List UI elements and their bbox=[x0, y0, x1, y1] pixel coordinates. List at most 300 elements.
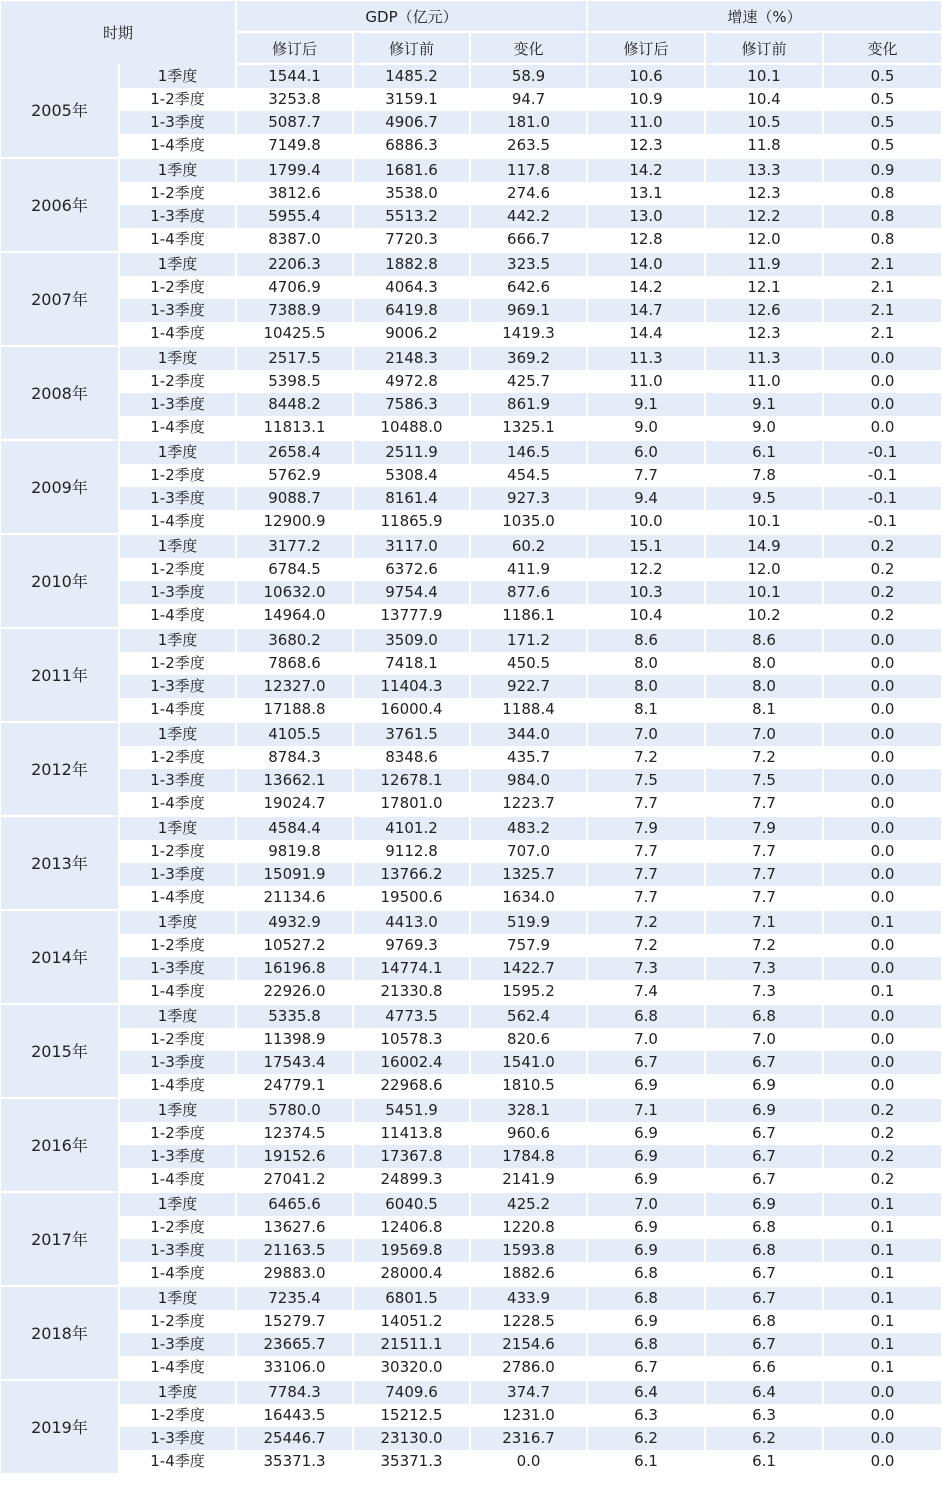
gdp-change-cell: 328.1 bbox=[470, 1098, 587, 1122]
growth-before-cell: 7.0 bbox=[705, 722, 823, 746]
growth-before-cell: 6.9 bbox=[705, 1192, 823, 1216]
growth-revised-cell: 12.8 bbox=[587, 228, 705, 252]
growth-revised-cell: 6.8 bbox=[587, 1262, 705, 1286]
gdp-revised-cell: 11398.9 bbox=[236, 1028, 353, 1051]
growth-change-cell: 0.0 bbox=[823, 792, 941, 816]
growth-before-cell: 7.2 bbox=[705, 746, 823, 769]
gdp-change-cell: 323.5 bbox=[470, 252, 587, 276]
table-row bbox=[1, 1404, 941, 1427]
gdp-revised-header: 修订后 bbox=[236, 32, 353, 64]
gdp-before-cell: 19500.6 bbox=[353, 886, 470, 910]
gdp-before-cell: 16000.4 bbox=[353, 698, 470, 722]
growth-before-cell: 10.5 bbox=[705, 111, 823, 134]
gdp-before-cell: 4101.2 bbox=[353, 816, 470, 840]
quarter-cell: 1季度 bbox=[119, 252, 236, 276]
quarter-cell: 1季度 bbox=[119, 64, 236, 88]
quarter-cell: 1-2季度 bbox=[119, 88, 236, 111]
growth-revised-cell: 12.3 bbox=[587, 134, 705, 158]
growth-change-cell: 0.8 bbox=[823, 228, 941, 252]
table-row bbox=[1, 64, 941, 88]
growth-revised-cell: 6.9 bbox=[587, 1122, 705, 1145]
table-row bbox=[1, 252, 941, 276]
quarter-cell: 1-4季度 bbox=[119, 1356, 236, 1380]
quarter-cell: 1-3季度 bbox=[119, 863, 236, 886]
growth-before-cell: 11.0 bbox=[705, 370, 823, 393]
gdp-before-cell: 9112.8 bbox=[353, 840, 470, 863]
gdp-revised-cell: 4584.4 bbox=[236, 816, 353, 840]
growth-before-cell: 7.7 bbox=[705, 863, 823, 886]
growth-before-cell: 12.3 bbox=[705, 322, 823, 346]
growth-revised-cell: 13.1 bbox=[587, 182, 705, 205]
gdp-change-cell: 483.2 bbox=[470, 816, 587, 840]
gdp-before-cell: 4972.8 bbox=[353, 370, 470, 393]
gdp-before-cell: 13777.9 bbox=[353, 604, 470, 628]
gdp-before-cell: 14774.1 bbox=[353, 957, 470, 980]
gdp-before-cell: 19569.8 bbox=[353, 1239, 470, 1262]
gdp-change-cell: 1035.0 bbox=[470, 510, 587, 534]
growth-revised-cell: 6.9 bbox=[587, 1310, 705, 1333]
growth-before-cell: 7.0 bbox=[705, 1028, 823, 1051]
table-row bbox=[1, 88, 941, 111]
growth-revised-cell: 8.0 bbox=[587, 652, 705, 675]
gdp-revised-cell: 5762.9 bbox=[236, 464, 353, 487]
growth-change-cell: 0.2 bbox=[823, 604, 941, 628]
quarter-cell: 1季度 bbox=[119, 440, 236, 464]
growth-change-cell: 0.0 bbox=[823, 816, 941, 840]
gdp-before-cell: 21511.1 bbox=[353, 1333, 470, 1356]
quarter-cell: 1-2季度 bbox=[119, 370, 236, 393]
gdp-change-cell: 2316.7 bbox=[470, 1427, 587, 1450]
growth-change-cell: 0.1 bbox=[823, 1262, 941, 1286]
gdp-before-cell: 4413.0 bbox=[353, 910, 470, 934]
gdp-before-cell: 6040.5 bbox=[353, 1192, 470, 1216]
table-row bbox=[1, 111, 941, 134]
gdp-change-cell: 1188.4 bbox=[470, 698, 587, 722]
quarter-cell: 1-4季度 bbox=[119, 1168, 236, 1192]
gdp-before-cell: 35371.3 bbox=[353, 1450, 470, 1473]
table-row bbox=[1, 746, 941, 769]
growth-change-cell: 0.0 bbox=[823, 1004, 941, 1028]
gdp-change-cell: 519.9 bbox=[470, 910, 587, 934]
growth-revised-cell: 7.7 bbox=[587, 886, 705, 910]
quarter-cell: 1季度 bbox=[119, 722, 236, 746]
gdp-revised-cell: 1799.4 bbox=[236, 158, 353, 182]
growth-change-cell: 0.0 bbox=[823, 346, 941, 370]
growth-before-cell: 6.7 bbox=[705, 1051, 823, 1074]
growth-change-cell: 0.0 bbox=[823, 746, 941, 769]
quarter-cell: 1-4季度 bbox=[119, 416, 236, 440]
gdp-revised-cell: 33106.0 bbox=[236, 1356, 353, 1380]
table-row bbox=[1, 1239, 941, 1262]
growth-before-cell: 11.8 bbox=[705, 134, 823, 158]
gdp-change-cell: 274.6 bbox=[470, 182, 587, 205]
gdp-revised-cell: 5955.4 bbox=[236, 205, 353, 228]
growth-revised-cell: 11.0 bbox=[587, 111, 705, 134]
table-row bbox=[1, 346, 941, 370]
quarter-cell: 1-2季度 bbox=[119, 840, 236, 863]
growth-revised-cell: 14.7 bbox=[587, 299, 705, 322]
gdp-change-cell: 117.8 bbox=[470, 158, 587, 182]
growth-change-cell: 0.5 bbox=[823, 64, 941, 88]
gdp-before-cell: 30320.0 bbox=[353, 1356, 470, 1380]
gdp-change-cell: 1223.7 bbox=[470, 792, 587, 816]
growth-revised-cell: 7.0 bbox=[587, 1028, 705, 1051]
table-row bbox=[1, 1310, 941, 1333]
table-row bbox=[1, 558, 941, 581]
table-body bbox=[1, 64, 941, 1473]
quarter-cell: 1-3季度 bbox=[119, 1333, 236, 1356]
gdp-revised-cell: 6784.5 bbox=[236, 558, 353, 581]
growth-revised-cell: 11.3 bbox=[587, 346, 705, 370]
growth-change-cell: 0.1 bbox=[823, 980, 941, 1004]
gdp-revised-cell: 5780.0 bbox=[236, 1098, 353, 1122]
growth-change-cell: 2.1 bbox=[823, 299, 941, 322]
table-row bbox=[1, 604, 941, 628]
growth-revised-cell: 6.8 bbox=[587, 1004, 705, 1028]
quarter-cell: 1季度 bbox=[119, 1380, 236, 1404]
growth-before-cell: 6.2 bbox=[705, 1427, 823, 1450]
table-row bbox=[1, 440, 941, 464]
gdp-revised-cell: 19024.7 bbox=[236, 792, 353, 816]
growth-revised-cell: 14.2 bbox=[587, 158, 705, 182]
quarter-cell: 1季度 bbox=[119, 628, 236, 652]
gdp-before-cell: 13766.2 bbox=[353, 863, 470, 886]
gdp-group-header: GDP（亿元） bbox=[236, 1, 587, 32]
gdp-before-cell: 5451.9 bbox=[353, 1098, 470, 1122]
gdp-change-cell: 969.1 bbox=[470, 299, 587, 322]
gdp-before-cell: 11865.9 bbox=[353, 510, 470, 534]
year-cell: 2010年 bbox=[1, 534, 119, 628]
table-row bbox=[1, 205, 941, 228]
table-row bbox=[1, 628, 941, 652]
growth-before-cell: 10.2 bbox=[705, 604, 823, 628]
growth-change-cell: 0.1 bbox=[823, 1356, 941, 1380]
table-row bbox=[1, 698, 941, 722]
table-row bbox=[1, 182, 941, 205]
gdp-revised-cell: 16443.5 bbox=[236, 1404, 353, 1427]
table-row bbox=[1, 1380, 941, 1404]
growth-revised-cell: 6.4 bbox=[587, 1380, 705, 1404]
table-row bbox=[1, 957, 941, 980]
gdp-change-cell: 94.7 bbox=[470, 88, 587, 111]
growth-before-cell: 12.0 bbox=[705, 558, 823, 581]
gdp-before-header: 修订前 bbox=[353, 32, 470, 64]
growth-revised-cell: 10.6 bbox=[587, 64, 705, 88]
year-cell: 2011年 bbox=[1, 628, 119, 722]
gdp-revised-cell: 12327.0 bbox=[236, 675, 353, 698]
table-row bbox=[1, 980, 941, 1004]
quarter-cell: 1-3季度 bbox=[119, 1427, 236, 1450]
growth-change-cell: 0.0 bbox=[823, 370, 941, 393]
year-cell: 2018年 bbox=[1, 1286, 119, 1380]
gdp-change-cell: 344.0 bbox=[470, 722, 587, 746]
quarter-cell: 1-3季度 bbox=[119, 205, 236, 228]
gdp-revised-cell: 7388.9 bbox=[236, 299, 353, 322]
table-row bbox=[1, 1450, 941, 1473]
growth-revised-cell: 9.1 bbox=[587, 393, 705, 416]
quarter-cell: 1-3季度 bbox=[119, 1239, 236, 1262]
table-row bbox=[1, 487, 941, 510]
gdp-before-cell: 8348.6 bbox=[353, 746, 470, 769]
gdp-change-cell: 0.0 bbox=[470, 1450, 587, 1473]
gdp-before-cell: 22968.6 bbox=[353, 1074, 470, 1098]
growth-before-cell: 6.7 bbox=[705, 1122, 823, 1145]
growth-before-cell: 10.4 bbox=[705, 88, 823, 111]
gdp-change-cell: 374.7 bbox=[470, 1380, 587, 1404]
quarter-cell: 1-3季度 bbox=[119, 393, 236, 416]
growth-before-cell: 12.1 bbox=[705, 276, 823, 299]
gdp-revised-cell: 17543.4 bbox=[236, 1051, 353, 1074]
gdp-revised-cell: 5087.7 bbox=[236, 111, 353, 134]
gdp-change-cell: 263.5 bbox=[470, 134, 587, 158]
gdp-revised-cell: 25446.7 bbox=[236, 1427, 353, 1450]
gdp-change-cell: 1810.5 bbox=[470, 1074, 587, 1098]
growth-revised-cell: 7.5 bbox=[587, 769, 705, 792]
table-row bbox=[1, 322, 941, 346]
growth-before-cell: 9.1 bbox=[705, 393, 823, 416]
year-cell: 2013年 bbox=[1, 816, 119, 910]
growth-change-cell: 0.0 bbox=[823, 698, 941, 722]
growth-before-cell: 6.9 bbox=[705, 1098, 823, 1122]
quarter-cell: 1-3季度 bbox=[119, 769, 236, 792]
gdp-before-cell: 7418.1 bbox=[353, 652, 470, 675]
growth-change-cell: 0.0 bbox=[823, 393, 941, 416]
gdp-before-cell: 2148.3 bbox=[353, 346, 470, 370]
growth-change-header: 变化 bbox=[823, 32, 941, 64]
gdp-revised-cell: 7868.6 bbox=[236, 652, 353, 675]
quarter-cell: 1季度 bbox=[119, 910, 236, 934]
growth-revised-cell: 7.7 bbox=[587, 863, 705, 886]
year-cell: 2007年 bbox=[1, 252, 119, 346]
growth-revised-cell: 6.9 bbox=[587, 1145, 705, 1168]
growth-revised-cell: 6.8 bbox=[587, 1333, 705, 1356]
year-cell: 2016年 bbox=[1, 1098, 119, 1192]
growth-before-cell: 6.8 bbox=[705, 1216, 823, 1239]
gdp-change-cell: 562.4 bbox=[470, 1004, 587, 1028]
gdp-revised-cell: 27041.2 bbox=[236, 1168, 353, 1192]
gdp-revised-cell: 15279.7 bbox=[236, 1310, 353, 1333]
gdp-change-cell: 435.7 bbox=[470, 746, 587, 769]
gdp-change-cell: 425.2 bbox=[470, 1192, 587, 1216]
table-row bbox=[1, 1216, 941, 1239]
growth-revised-cell: 6.3 bbox=[587, 1404, 705, 1427]
table-row bbox=[1, 1427, 941, 1450]
gdp-before-cell: 17801.0 bbox=[353, 792, 470, 816]
quarter-cell: 1-2季度 bbox=[119, 934, 236, 957]
growth-revised-cell: 7.7 bbox=[587, 792, 705, 816]
growth-change-cell: 0.8 bbox=[823, 182, 941, 205]
gdp-change-cell: 60.2 bbox=[470, 534, 587, 558]
gdp-change-cell: 1419.3 bbox=[470, 322, 587, 346]
quarter-cell: 1-4季度 bbox=[119, 134, 236, 158]
growth-before-cell: 8.6 bbox=[705, 628, 823, 652]
growth-before-cell: 14.9 bbox=[705, 534, 823, 558]
growth-change-cell: 0.2 bbox=[823, 1145, 941, 1168]
quarter-cell: 1季度 bbox=[119, 1286, 236, 1310]
gdp-change-cell: 1186.1 bbox=[470, 604, 587, 628]
table-row bbox=[1, 910, 941, 934]
table-row bbox=[1, 816, 941, 840]
growth-before-cell: 6.9 bbox=[705, 1074, 823, 1098]
table-row bbox=[1, 510, 941, 534]
gdp-change-cell: 984.0 bbox=[470, 769, 587, 792]
growth-revised-cell: 7.7 bbox=[587, 840, 705, 863]
table-row bbox=[1, 722, 941, 746]
quarter-cell: 1-3季度 bbox=[119, 1051, 236, 1074]
growth-change-cell: 0.1 bbox=[823, 1333, 941, 1356]
quarter-cell: 1-4季度 bbox=[119, 886, 236, 910]
growth-revised-cell: 6.7 bbox=[587, 1051, 705, 1074]
gdp-before-cell: 10578.3 bbox=[353, 1028, 470, 1051]
growth-before-cell: 7.2 bbox=[705, 934, 823, 957]
gdp-change-cell: 58.9 bbox=[470, 64, 587, 88]
year-cell: 2009年 bbox=[1, 440, 119, 534]
growth-change-cell: 0.2 bbox=[823, 534, 941, 558]
gdp-change-header: 变化 bbox=[470, 32, 587, 64]
gdp-before-cell: 3761.5 bbox=[353, 722, 470, 746]
gdp-revised-cell: 12374.5 bbox=[236, 1122, 353, 1145]
table-row bbox=[1, 228, 941, 252]
gdp-change-cell: 450.5 bbox=[470, 652, 587, 675]
gdp-change-cell: 820.6 bbox=[470, 1028, 587, 1051]
year-cell: 2006年 bbox=[1, 158, 119, 252]
growth-before-cell: 6.7 bbox=[705, 1145, 823, 1168]
growth-change-cell: 0.1 bbox=[823, 1310, 941, 1333]
gdp-before-cell: 3159.1 bbox=[353, 88, 470, 111]
growth-before-cell: 6.7 bbox=[705, 1286, 823, 1310]
gdp-change-cell: 433.9 bbox=[470, 1286, 587, 1310]
gdp-revised-cell: 7235.4 bbox=[236, 1286, 353, 1310]
gdp-before-cell: 12406.8 bbox=[353, 1216, 470, 1239]
growth-change-cell: 0.0 bbox=[823, 1380, 941, 1404]
gdp-revised-cell: 22926.0 bbox=[236, 980, 353, 1004]
growth-revised-cell: 7.9 bbox=[587, 816, 705, 840]
gdp-revised-cell: 4706.9 bbox=[236, 276, 353, 299]
gdp-before-cell: 11413.8 bbox=[353, 1122, 470, 1145]
quarter-cell: 1-2季度 bbox=[119, 464, 236, 487]
gdp-before-cell: 3117.0 bbox=[353, 534, 470, 558]
growth-change-cell: 0.0 bbox=[823, 1051, 941, 1074]
growth-before-cell: 12.3 bbox=[705, 182, 823, 205]
growth-before-cell: 10.1 bbox=[705, 64, 823, 88]
gdp-before-cell: 9769.3 bbox=[353, 934, 470, 957]
gdp-change-cell: 1541.0 bbox=[470, 1051, 587, 1074]
growth-revised-cell: 7.1 bbox=[587, 1098, 705, 1122]
table-row bbox=[1, 534, 941, 558]
gdp-before-cell: 9754.4 bbox=[353, 581, 470, 604]
growth-change-cell: 0.5 bbox=[823, 88, 941, 111]
gdp-revised-cell: 3812.6 bbox=[236, 182, 353, 205]
quarter-cell: 1-2季度 bbox=[119, 1310, 236, 1333]
growth-change-cell: 0.2 bbox=[823, 558, 941, 581]
quarter-cell: 1-2季度 bbox=[119, 276, 236, 299]
gdp-before-cell: 7720.3 bbox=[353, 228, 470, 252]
growth-before-cell: 7.5 bbox=[705, 769, 823, 792]
gdp-before-cell: 16002.4 bbox=[353, 1051, 470, 1074]
growth-revised-cell: 8.0 bbox=[587, 675, 705, 698]
growth-before-cell: 7.3 bbox=[705, 980, 823, 1004]
table-row bbox=[1, 652, 941, 675]
gdp-revised-cell: 8448.2 bbox=[236, 393, 353, 416]
growth-revised-cell: 8.6 bbox=[587, 628, 705, 652]
quarter-cell: 1-2季度 bbox=[119, 1404, 236, 1427]
gdp-change-cell: 181.0 bbox=[470, 111, 587, 134]
growth-revised-cell: 6.9 bbox=[587, 1239, 705, 1262]
growth-change-cell: 0.1 bbox=[823, 1286, 941, 1310]
table-row bbox=[1, 1122, 941, 1145]
gdp-change-cell: 960.6 bbox=[470, 1122, 587, 1145]
gdp-revised-cell: 4932.9 bbox=[236, 910, 353, 934]
gdp-before-cell: 28000.4 bbox=[353, 1262, 470, 1286]
growth-before-cell: 7.7 bbox=[705, 840, 823, 863]
table-row bbox=[1, 675, 941, 698]
growth-revised-cell: 7.2 bbox=[587, 746, 705, 769]
gdp-before-cell: 6419.8 bbox=[353, 299, 470, 322]
table-row bbox=[1, 158, 941, 182]
gdp-revised-cell: 1544.1 bbox=[236, 64, 353, 88]
gdp-before-cell: 3509.0 bbox=[353, 628, 470, 652]
growth-change-cell: 0.0 bbox=[823, 886, 941, 910]
gdp-before-cell: 1882.8 bbox=[353, 252, 470, 276]
gdp-revised-cell: 9819.8 bbox=[236, 840, 353, 863]
table-row bbox=[1, 886, 941, 910]
growth-change-cell: 0.1 bbox=[823, 1192, 941, 1216]
gdp-change-cell: 877.6 bbox=[470, 581, 587, 604]
growth-change-cell: 0.0 bbox=[823, 769, 941, 792]
gdp-change-cell: 454.5 bbox=[470, 464, 587, 487]
growth-change-cell: -0.1 bbox=[823, 440, 941, 464]
growth-group-header: 增速（%） bbox=[587, 1, 941, 32]
quarter-cell: 1-2季度 bbox=[119, 1216, 236, 1239]
growth-before-cell: 7.3 bbox=[705, 957, 823, 980]
growth-change-cell: -0.1 bbox=[823, 464, 941, 487]
growth-change-cell: 0.0 bbox=[823, 934, 941, 957]
growth-before-cell: 7.9 bbox=[705, 816, 823, 840]
growth-revised-cell: 6.8 bbox=[587, 1286, 705, 1310]
table-row bbox=[1, 863, 941, 886]
growth-before-cell: 7.7 bbox=[705, 792, 823, 816]
growth-change-cell: 0.0 bbox=[823, 863, 941, 886]
growth-change-cell: 0.0 bbox=[823, 1450, 941, 1473]
quarter-cell: 1-3季度 bbox=[119, 957, 236, 980]
gdp-before-cell: 2511.9 bbox=[353, 440, 470, 464]
gdp-before-cell: 4064.3 bbox=[353, 276, 470, 299]
gdp-change-cell: 1882.6 bbox=[470, 1262, 587, 1286]
growth-before-cell: 13.3 bbox=[705, 158, 823, 182]
gdp-before-cell: 14051.2 bbox=[353, 1310, 470, 1333]
growth-change-cell: 0.9 bbox=[823, 158, 941, 182]
growth-change-cell: 2.1 bbox=[823, 322, 941, 346]
growth-change-cell: 0.2 bbox=[823, 581, 941, 604]
growth-change-cell: 0.2 bbox=[823, 1122, 941, 1145]
quarter-cell: 1-4季度 bbox=[119, 1074, 236, 1098]
gdp-change-cell: 1595.2 bbox=[470, 980, 587, 1004]
gdp-revised-cell: 3177.2 bbox=[236, 534, 353, 558]
gdp-revised-cell: 17188.8 bbox=[236, 698, 353, 722]
growth-change-cell: 0.2 bbox=[823, 1168, 941, 1192]
gdp-revised-cell: 21163.5 bbox=[236, 1239, 353, 1262]
growth-revised-cell: 10.9 bbox=[587, 88, 705, 111]
growth-before-cell: 10.1 bbox=[705, 581, 823, 604]
gdp-before-cell: 17367.8 bbox=[353, 1145, 470, 1168]
gdp-change-cell: 171.2 bbox=[470, 628, 587, 652]
growth-revised-cell: 6.2 bbox=[587, 1427, 705, 1450]
quarter-cell: 1-4季度 bbox=[119, 228, 236, 252]
growth-revised-cell: 10.4 bbox=[587, 604, 705, 628]
table-row bbox=[1, 1168, 941, 1192]
gdp-change-cell: 442.2 bbox=[470, 205, 587, 228]
gdp-before-cell: 23130.0 bbox=[353, 1427, 470, 1450]
